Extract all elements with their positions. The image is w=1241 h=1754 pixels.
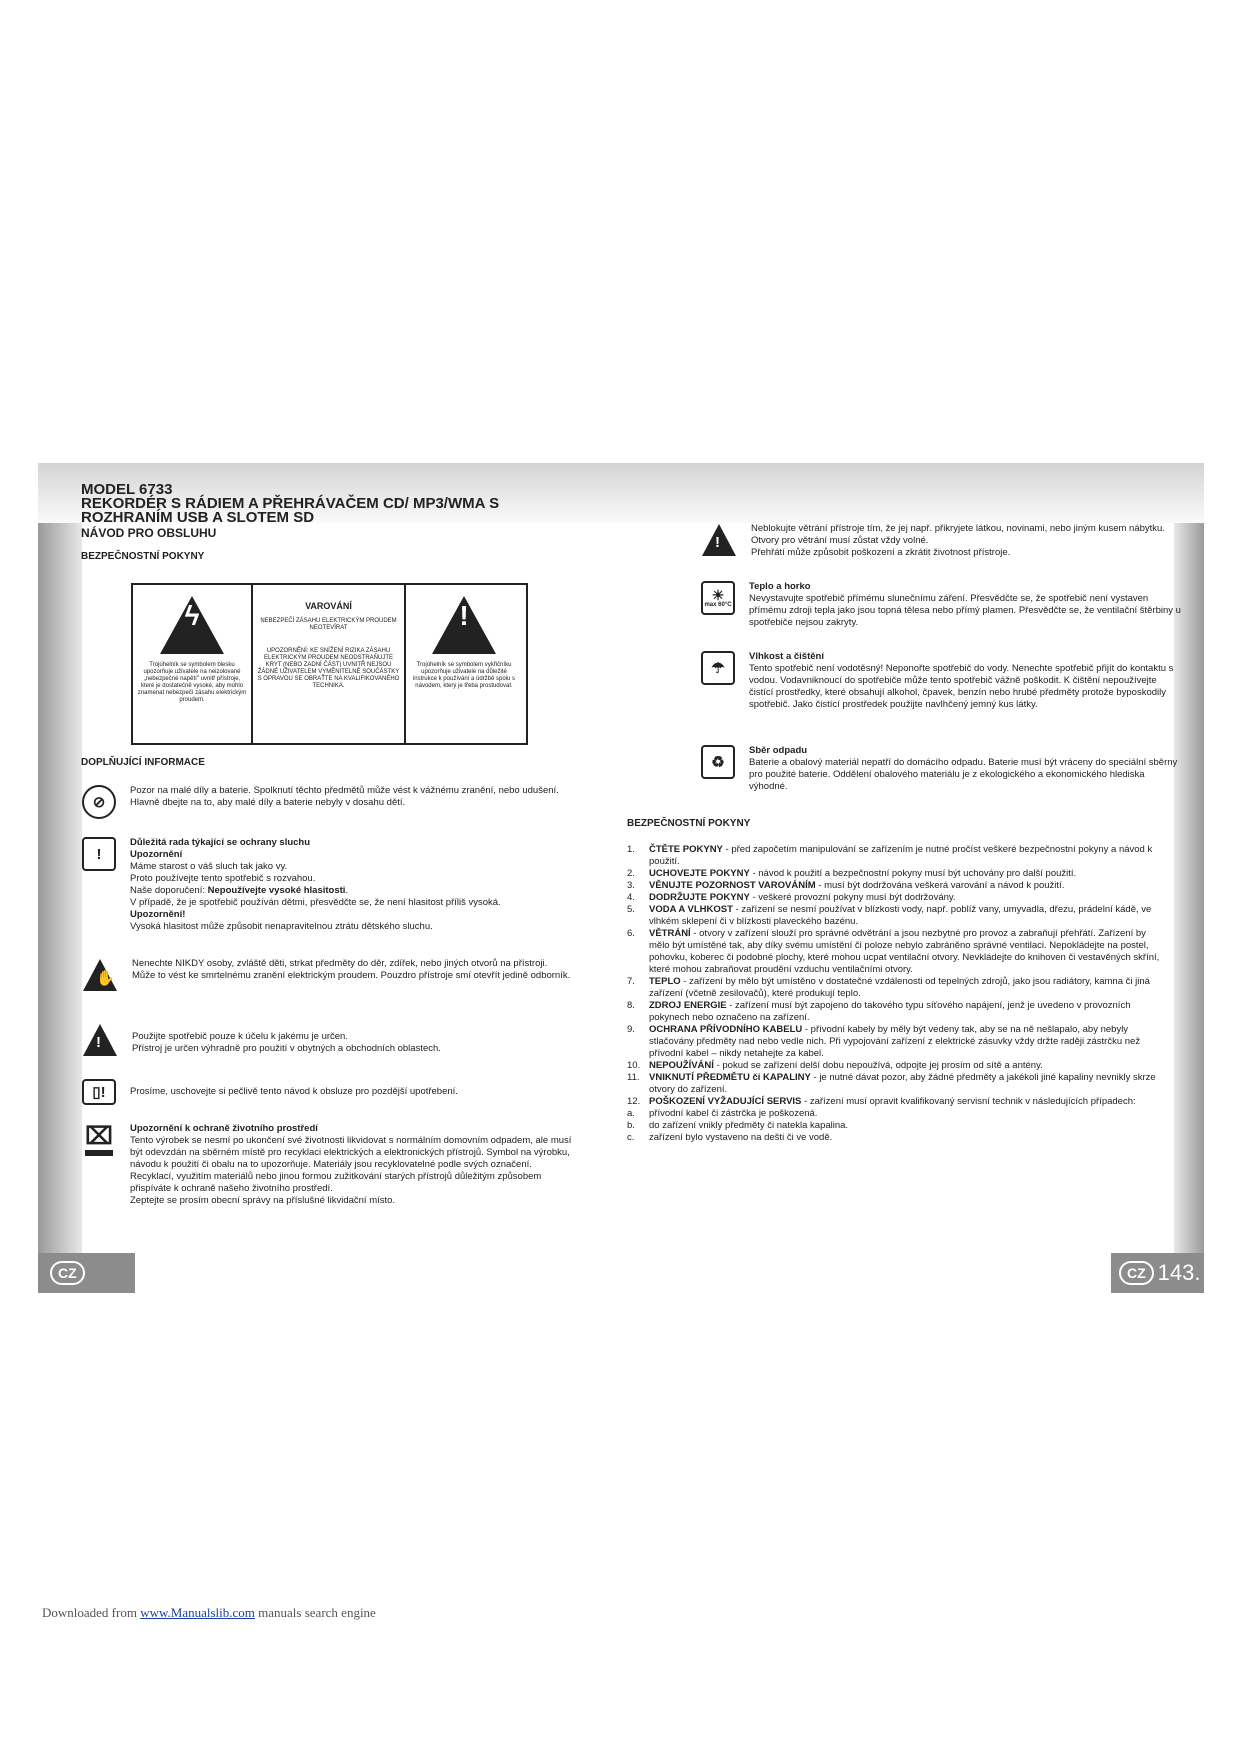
lightning-warning-icon: ϟ	[160, 596, 224, 654]
heat-sun-icon: ☀ max 60°C	[701, 581, 735, 615]
right-safety-heading: BEZPEČNOSTNÍ POKYNY	[627, 818, 751, 829]
warning-caution-text: UPOZORNĚNÍ: KE SNÍŽENÍ RIZIKA ZÁSAHU ELEKTRICKÝM PROUDEM NEODSTRAŇUJTE KRYT (NEBO ZADNÍ ČÁST) UVNITŘ NEJSOU ŽÁDNÉ UŽIVATELEM VYMĚNITELNÉ SOUČÁSTKY S OPRAVOU SE OBRAŤTE NA KVALIFIKOVANÉHO TECHNIKA.	[257, 648, 400, 689]
right-footer-tab	[1111, 1253, 1204, 1293]
list-item: 3. VĚNUJTE POZORNOST VAROVÁNÍM - musí být dodržována veškerá varování a návod k použití.	[627, 880, 1065, 891]
page-number: 143.	[1157, 1260, 1201, 1285]
download-footer: Downloaded from www.Manualslib.com manuals search engine	[42, 1605, 376, 1620]
document-title	[81, 483, 581, 540]
weee-bin-icon: ⌧	[82, 1123, 116, 1157]
waste-disposal-icon: ♻	[701, 745, 735, 779]
list-item: 5. VODA A VLHKOST - zařízení se nesmí používat v blízkosti vody, např. poblíž vany, umyvadla, dřezu, prádelní kádě, ve vlhkém sklepení či v blízkosti plaveckého bazénu.	[627, 904, 1152, 927]
hearing-item: ! Důležitá rada týkající se ochrany sluchu Upozornění Máme starost o váš sluch tak jako vy. Proto používejte tento spotřebič s rozvahou. Naše doporučení: Nepoužívejte vysoké hlasitosti. V případě, že je spotřebič používán dětmi, přesvědčte se, že není hlasitost příliš vysoká. Upozornění! Vysoká hlasitost může způsobit nenapravitelnou ztrátu dětského sluchu.	[82, 837, 612, 933]
intended-use-item: ! Použijte spotřebič pouze k účelu k jakému je určen. Přístroj je určen výhradně pro použití v obytných a obchodních oblastech.	[82, 1023, 612, 1057]
objects-in-openings-item: ✋ Nenechte NIKDY osoby, zvláště děti, strkat předměty do děr, zdířek, nebo jiných otvorů na přístroji. Může to vést ke smrtelnému zranění elektrickým proudem. Pouzdro přístroje smí otevřít jedině odborník.	[82, 958, 612, 992]
left-footer-tab	[38, 1253, 135, 1293]
warning-box	[131, 583, 528, 745]
waste-item: ♻ Sběr odpadu Baterie a obalový materiál nepatří do domácího odpadu. Baterie musí být vráceny do speciální sběrny pro použité baterie. Oddělení obalového materiálu je z ekologického a ekonomického hlediska výhodné.	[701, 745, 1181, 793]
extra-info-heading: DOPLŇUJÍCÍ INFORMACE	[81, 757, 205, 768]
moisture-item: ☂ Vlhkost a čištění Tento spotřebič není vodotěsný! Neponořte spotřebič do vody. Nenechte spotřebič přijít do kontaktu s vodou. Vodavniknoucí do spotřebiče může tento spotřebič vážně poškodit. K čištění nepoužívejte čistící prostředky, které obsahují alkohol, čpavek, benzín nebo hrubé předměty protože byposkodily spotřebič. Jako čistící prostředek použijte navlhčený jemný kus látky.	[701, 651, 1181, 711]
keep-manual-item: ▯! Prosíme, uschovejte si pečlivě tento návod k obsluze pro pozdější upotřebení.	[82, 1079, 612, 1105]
manual-subtitle: NÁVOD PRO OBSLUHU	[81, 526, 217, 540]
list-item: 2. UCHOVEJTE POKYNY - návod k použití a bezpečnostní pokyny musí být uchovány pro další použití.	[627, 868, 1077, 879]
right-page	[621, 463, 1204, 1293]
ventilation-item: ! Neblokujte větrání přístroje tím, že jej např. přikryjete látkou, novinami, nebo jiným kusem nábytku. Otvory pro větrání musí zůstat vždy volné. Přehřátí může způsobit poškození a zkrátit životnost přístroje.	[701, 523, 1181, 559]
list-item: 12. POŠKOZENÍ VYŽADUJÍCÍ SERVIS - zařízení musí opravit kvalifikovaný servisní technik v následujících případech:	[627, 1096, 1136, 1107]
cz-language-badge: CZ	[50, 1261, 85, 1285]
warning-lightning-cell	[133, 585, 253, 743]
left-page	[38, 463, 621, 1293]
manual-spread	[38, 463, 1204, 1293]
electric-shock-icon: ✋	[82, 958, 118, 992]
list-item: 4. DODRŽUJTE POKYNY - veškeré provozní pokyny musí být dodržovány.	[627, 892, 956, 903]
exclamation-warning-icon: !	[432, 596, 496, 654]
list-item: c. zařízení bylo vystaveno na dešti či ve vodě.	[627, 1132, 833, 1143]
caution-icon: !	[701, 523, 737, 557]
manual-book-icon: ▯!	[82, 1079, 116, 1105]
safety-heading: BEZPEČNOSTNÍ POKYNY	[81, 551, 205, 562]
environment-item: ⌧ Upozornění k ochraně životního prostředí Tento výrobek se nesmí po ukončení své životnosti likvidovat s normálním domovním odpadem, ale musí být odevzdán na sběrném místě pro recyklaci elektrických a elektronických přístrojů. Symbol na výrobku, návodu k použití či obalu na to upozorňuje. Materiály jsou recyklovatelné podle svých označení. Recyklací, využitím materiálů nebo jinou formou zužitkování starých přístrojů důležitým způsobem přispíváte k ochraně našeho životního prostředí. Zeptejte se prosím obecní správy na příslušné likvidační místo.	[82, 1123, 612, 1207]
lightning-explanation: Trojúhelník se symbolem blesku upozorňuje uživatele na neizolované „nebezpečné napětí" uvnitř přístroje, které je dostatečně vysoké, aby mohlo znamenat nebezpečí zásahu elektrickým proudem.	[137, 662, 247, 703]
warning-exclamation-cell	[406, 585, 522, 743]
water-drop-icon: ☂	[701, 651, 735, 685]
safety-instructions-list	[627, 844, 1162, 1144]
exclamation-explanation: Trojúhelník se symbolem vykřičníku upozorňuje uživatele na důležité instrukce k používání a údržbě spolu s návodem, který je třeba prostudovat.	[412, 662, 516, 689]
list-item: a. přívodní kabel či zástrčka je poškozená.	[627, 1108, 818, 1119]
title-line-1: REKORDÉR S RÁDIEM A PŘEHRÁVAČEM CD/ MP3/WMA S	[81, 495, 500, 512]
list-item: 6. VĚTRÁNÍ - otvory v zařízení slouží pro správné odvětrání a jsou nezbytné pro provoz a zabraňují přehřátí. Zařízení by mělo být umístěné tak, aby díky svému umístění či poloze nebylo zabráněno správné ventilaci. Nepokládejte na postel, pohovku, koberec či podobné plochy, které mohou ucpat ventilační otvory. Nevkládejte do knihoven či vestavěných skříní, které mohou zabraňovat proudění vzduchu ventilačními otvory.	[627, 928, 1160, 975]
heat-item: ☀ max 60°C Teplo a horko Nevystavujte spotřebič přímému slunečnímu záření. Přesvědčte se, že spotřebič není vystaven přímému zdroji tepla jako jsou topná tělesa nebo přímý plamen. Přesvědčte se, že ventilační štěrbiny u spotřebiče nejsou zakryty.	[701, 581, 1181, 629]
hearing-warning-icon: !	[82, 837, 116, 871]
list-item: 9. OCHRANA PŘÍVODNÍHO KABELU - přívodní kabely by měly být vedeny tak, aby se na ně nešlapalo, aby nebyly stlačovány předměty nad nebo vedle nich. Při vypojování zařízení z elektrické zásuvky vždy držte raději zástrčku než přívodní kabel – nikdy netahejte za kabel.	[627, 1024, 1141, 1059]
manualslib-link[interactable]: www.Manualslib.com	[140, 1605, 255, 1620]
list-item: 11. VNIKNUTÍ PŘEDMĚTU či KAPALINY - je nutné dávat pozor, aby žádné předměty a jakékoli jiné kapaliny nevnikly skrze otvory do zařízení.	[627, 1072, 1156, 1095]
list-item: 7. TEPLO - zařízení by mělo být umístěno v dostatečné vzdálenosti od tepelných zdrojů, jako jsou radiátory, kamna či jiná zařízení (včetně zesilovačů), které produkují teplo.	[627, 976, 1150, 999]
list-item: 10. NEPOUŽÍVÁNÍ - pokud se zařízení delší dobu nepoužívá, odpojte jej prosím od sítě a antény.	[627, 1060, 1043, 1071]
caution-icon: !	[82, 1023, 118, 1057]
warning-title: VAROVÁNÍ	[305, 601, 352, 611]
model-number: MODEL 6733	[81, 481, 173, 498]
no-small-parts-icon: ⊘	[82, 785, 116, 819]
small-parts-item: ⊘ Pozor na malé díly a baterie. Spolknutí těchto předmětů může vést k vážnému zranění, nebo udušení. Hlavně dbejte na to, aby malé díly a baterie nebyly v dosahu dětí.	[82, 785, 612, 819]
cz-language-badge: CZ	[1119, 1261, 1154, 1285]
list-item: b. do zařízení vnikly předměty či natekla kapalina.	[627, 1120, 849, 1131]
title-line-2: ROZHRANÍM USB A SLOTEM SD	[81, 509, 315, 526]
list-item: 8. ZDROJ ENERGIE - zařízení musí být zapojeno do takového typu síťového napájení, jenž je uvedeno v provozních pokynech nebo označeno na zařízení.	[627, 1000, 1131, 1023]
list-item: 1. ČTĚTE POKYNY - před započetím manipulování se zařízením je nutné pročíst veškeré bezpečnostní pokyny a návod k použití.	[627, 844, 1153, 867]
warning-shock-text: NEBEZPEČÍ ZÁSAHU ELEKTRICKÝM PROUDEM NEOTEVÍRAT	[260, 618, 397, 631]
warning-center-cell	[253, 585, 406, 743]
